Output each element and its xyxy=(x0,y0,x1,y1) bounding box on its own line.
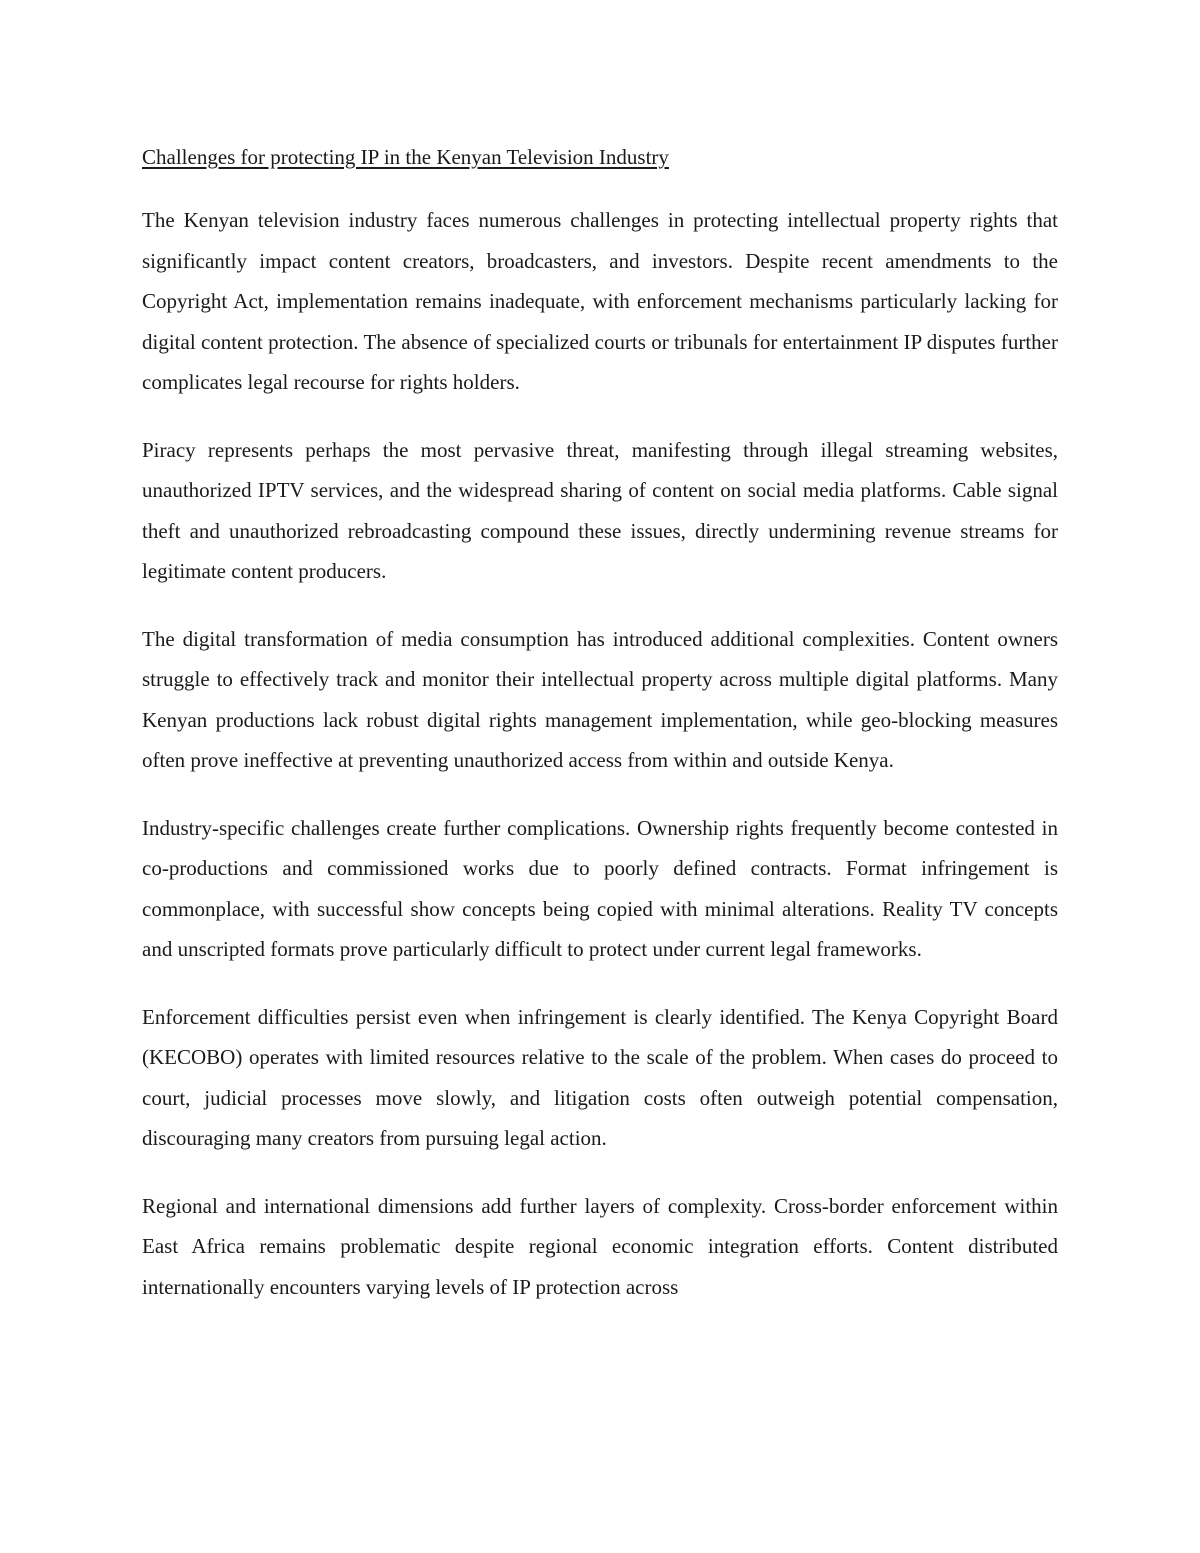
paragraph-digital-transformation: The digital transformation of media consumption has introduced additional complexities. Content owners struggle to effectively track and monitor their intellectual property across multiple digital platforms. Many Kenyan productions lack robust digital rights management implementation, while geo-blocking measures often prove ineffective at preventing unauthorized access from within and outside Kenya. xyxy=(142,626,1058,772)
paragraph-industry-challenges: Industry-specific challenges create further complications. Ownership rights frequently become contested in co-productions and commissioned works due to poorly defined contracts. Format infringement is commonplace, with successful show concepts being copied with minimal alterations. Reality TV concepts and unscripted formats prove particularly difficult to protect under current legal frameworks. xyxy=(142,815,1058,961)
document-title: Challenges for protecting IP in the Kenyan Television Industry xyxy=(142,145,669,169)
paragraph-piracy: Piracy represents perhaps the most pervasive threat, manifesting through illegal streaming websites, unauthorized IPTV services, and the widespread sharing of content on social media platforms. Cable signal theft and unauthorized rebroadcasting compound these issues, directly undermining revenue streams for legitimate content producers. xyxy=(142,437,1058,583)
document-body xyxy=(142,140,1058,1334)
paragraph-enforcement: Enforcement difficulties persist even when infringement is clearly identified. The Kenya Copyright Board (KECOBO) operates with limited resources relative to the scale of the problem. When cases do proceed to court, judicial processes move slowly, and litigation costs often outweigh potential compensation, discouraging many creators from pursuing legal action. xyxy=(142,1004,1058,1150)
paragraph-regional-international: Regional and international dimensions add further layers of complexity. Cross-border enforcement within East Africa remains problematic despite regional economic integration efforts. Content distributed internationally encounters varying levels of IP protection across xyxy=(142,1193,1058,1299)
paragraph-legal-framework: The Kenyan television industry faces numerous challenges in protecting intellectual property rights that significantly impact content creators, broadcasters, and investors. Despite recent amendments to the Copyright Act, implementation remains inadequate, with enforcement mechanisms particularly lacking for digital content protection. The absence of specialized courts or tribunals for entertainment IP disputes further complicates legal recourse for rights holders. xyxy=(142,208,1058,394)
